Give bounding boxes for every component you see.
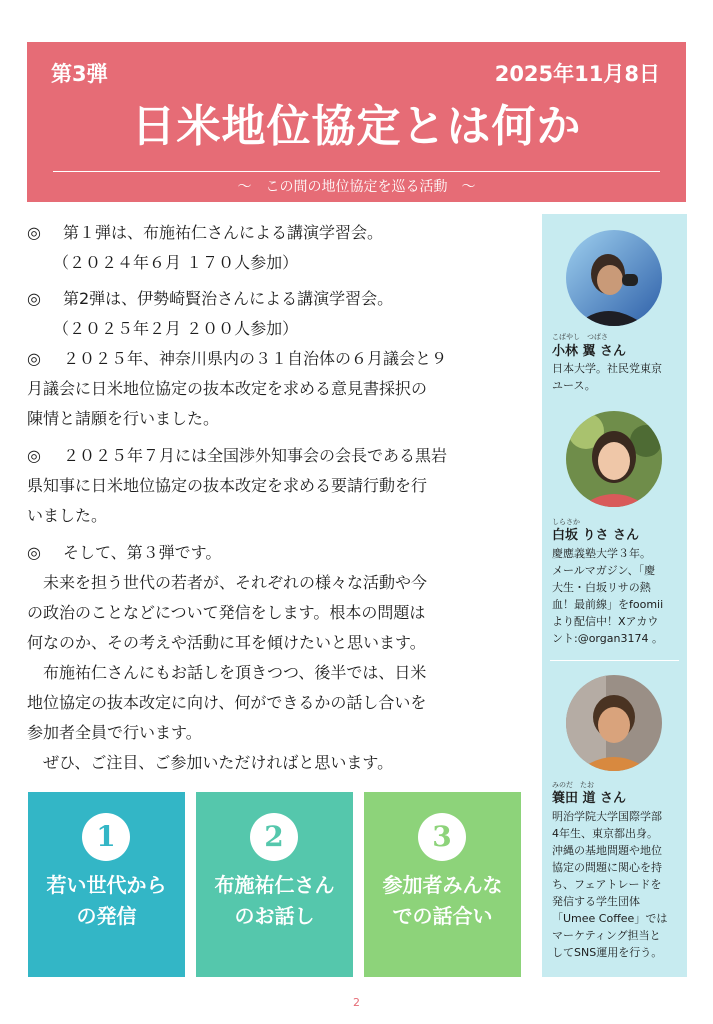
activity-item-2 (27, 284, 527, 344)
feature-label (196, 870, 353, 932)
activity-line: ２０２５年７月には全国渉外知事会の会長である黒岩 (63, 446, 448, 465)
activity-line: （２０２５年２月 ２００人参加） (53, 319, 299, 338)
activity-line: いました。 (27, 506, 108, 525)
feature-label-line: 布施祐仁さん (214, 873, 335, 897)
speaker-portrait-illustration (566, 675, 662, 771)
speaker-name: 小林 翼 さん (552, 344, 627, 359)
feature-box-1 (28, 792, 185, 977)
desc-line: 「Umee Coffee」では (552, 912, 668, 925)
desc-line: ユース。 (552, 379, 596, 392)
speaker-description (552, 808, 680, 961)
feature-number: 2 (250, 813, 298, 861)
speaker-photo-minoda (566, 675, 662, 771)
header-banner (27, 42, 686, 202)
speaker-reading: こばやし つばさ (552, 333, 608, 341)
activity-line: （２０２４年６月 １７０人参加） (53, 253, 299, 272)
bullet-mark: ◎ (27, 289, 41, 308)
feature-box-2 (196, 792, 353, 977)
desc-line: メールマガジン、「慶 (552, 564, 656, 577)
desc-line: 4年生、東京都出身。 (552, 827, 658, 840)
desc-line: 明治学院大学国際学部 (552, 810, 662, 823)
feature-label-line: のお話し (234, 904, 315, 928)
feature-label-line: での話合い (392, 904, 493, 928)
speaker-photo-kobayashi (566, 230, 662, 326)
page-subtitle: ～ この間の地位協定を巡る活動 ～ (237, 179, 476, 195)
speaker-portrait-illustration (566, 230, 662, 326)
issue-label: 第3弾 (51, 62, 108, 86)
desc-line: 日本大学。社民党東京 (552, 362, 662, 375)
feature-label-line: の発信 (76, 904, 137, 928)
speaker-description (552, 545, 680, 647)
feature-number: 1 (82, 813, 130, 861)
activity-line: 布施祐仁さんにもお話しを頂きつつ、後半では、日米 (27, 663, 427, 682)
speaker-name: 簑田 道 さん (552, 791, 627, 806)
bullet-mark: ◎ (27, 223, 41, 242)
speaker-reading: しらさか (552, 518, 580, 526)
speaker-reading: みのだ たお (552, 781, 594, 789)
feature-box-3 (364, 792, 521, 977)
feature-label (364, 870, 521, 932)
desc-line: してSNS運用を行う。 (552, 946, 663, 959)
activity-line: 何なのか、その考えや活動に耳を傾けたいと思います。 (27, 633, 426, 652)
activity-line: 陳情と請願を行いました。 (27, 409, 220, 428)
activity-line: 月議会に日米地位協定の抜本改定を求める意見書採択の (27, 379, 428, 398)
activity-item-5 (27, 538, 527, 778)
speaker-description (552, 360, 680, 394)
event-date: 2025年11月8日 (494, 62, 660, 86)
desc-line: より配信中！Xアカウ (552, 615, 659, 628)
desc-line: マーケティング担当と (552, 929, 661, 942)
activity-line: 第2弾は、伊勢崎賢治さんによる講演学習会。 (63, 289, 394, 308)
activity-line: そして、第３弾です。 (63, 543, 222, 562)
desc-line: 沖縄の基地問題や地位 (552, 844, 662, 857)
activity-item-1 (27, 218, 527, 278)
desc-line: ント:@organ3174 。 (552, 632, 663, 645)
desc-line: 血！最前線」をfoomii (552, 598, 664, 611)
activity-line: 参加者全員で行います。 (27, 723, 202, 742)
activity-item-4 (27, 441, 527, 531)
feature-label-line: 若い世代から (46, 873, 167, 897)
bullet-mark: ◎ (27, 543, 41, 562)
page-number: 2 (353, 996, 360, 1009)
bullet-mark: ◎ (27, 446, 41, 465)
activity-line: 地位協定の抜本改定に向け、何ができるかの話し合いを (27, 693, 427, 712)
page-title: 日米地位協定とは何か (131, 101, 582, 152)
speaker-portrait-illustration (566, 411, 662, 507)
speaker-sidebar (542, 214, 687, 977)
activity-line: ぜひ、ご注目、ご参加いただければと思います。 (27, 753, 394, 772)
feature-label (28, 870, 185, 932)
desc-line: 協定の問題に関心を持 (552, 861, 662, 874)
activity-item-3 (27, 344, 527, 434)
desc-line: 発信する学生団体 (552, 895, 640, 908)
bullet-mark: ◎ (27, 349, 41, 368)
activity-line: 第１弾は、布施祐仁さんによる講演学習会。 (63, 223, 384, 242)
desc-line: 慶應義塾大学３年。 (552, 547, 651, 560)
feature-label-line: 参加者みんな (382, 873, 503, 897)
sidebar-divider (550, 660, 679, 661)
speaker-name: 白坂 りさ さん (552, 528, 640, 543)
activity-line: 未来を担う世代の若者が、それぞれの様々な活動や今 (27, 573, 428, 592)
speaker-photo-shirasaka (566, 411, 662, 507)
title-divider (53, 171, 660, 172)
activity-line: の政治のことなどについて発信をします。根本の問題は (27, 603, 426, 622)
feature-number: 3 (418, 813, 466, 861)
desc-line: 大生・白坂リサの熱 (552, 581, 651, 594)
desc-line: ち、フェアトレードを (552, 878, 662, 891)
activity-line: 県知事に日米地位協定の抜本改定を求める要請行動を行 (27, 476, 428, 495)
activity-line: ２０２５年、神奈川県内の３１自治体の６月議会と９ (63, 349, 448, 368)
